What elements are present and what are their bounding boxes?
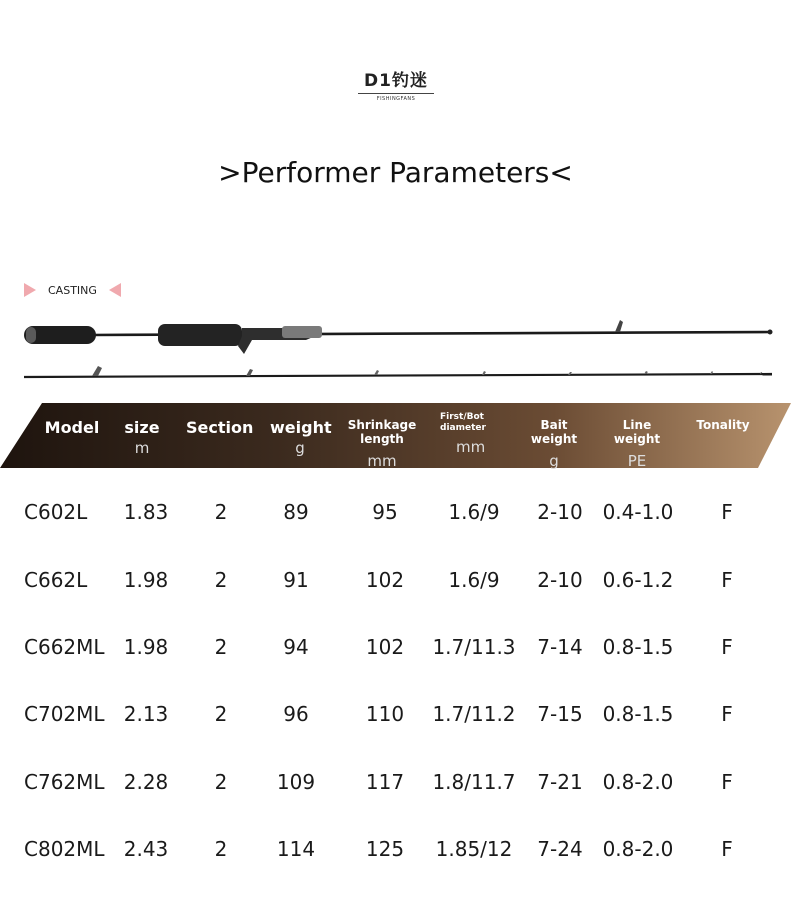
header-weight: weight g (270, 418, 332, 457)
header-size: size m (124, 418, 160, 457)
cell-model: C602L (24, 500, 88, 524)
brand-logo (352, 70, 440, 106)
cell-tonality: F (721, 702, 733, 726)
cell-line-weight: 0.8-2.0 (602, 837, 674, 861)
section-tag (24, 282, 121, 298)
cell-line-weight: 0.6-1.2 (602, 568, 674, 592)
cell-section: 2 (214, 500, 228, 524)
cell-weight: 96 (283, 702, 309, 726)
cell-weight: 89 (283, 500, 309, 524)
cell-line-weight: 0.8-2.0 (602, 770, 674, 794)
cell-tonality: F (721, 837, 733, 861)
cell-diameter: 1.6/9 (448, 568, 500, 592)
table-row (0, 837, 791, 877)
cell-line-weight: 0.8-1.5 (602, 635, 674, 659)
table-row (0, 568, 791, 608)
rod-guide (615, 320, 623, 332)
cell-tonality: F (721, 770, 733, 794)
cell-bait-weight: 7-14 (537, 635, 583, 659)
cell-section: 2 (214, 568, 228, 592)
cell-model: C762ML (24, 770, 105, 794)
cell-section: 2 (214, 837, 228, 861)
cell-model: C662ML (24, 635, 105, 659)
cell-shrinkage: 125 (365, 837, 405, 861)
cell-diameter: 1.6/9 (448, 500, 500, 524)
section-label: CASTING (48, 283, 97, 297)
cell-bait-weight: 2-10 (537, 500, 583, 524)
cell-model: C802ML (24, 837, 105, 861)
cell-section: 2 (214, 702, 228, 726)
cell-model: C702ML (24, 702, 105, 726)
cell-weight: 91 (283, 568, 309, 592)
cell-tonality: F (721, 568, 733, 592)
cell-size: 2.28 (123, 770, 169, 794)
cell-bait-weight: 7-24 (537, 837, 583, 861)
header-shrinkage: Shrinkage length mm (347, 418, 417, 470)
rod-guide (246, 369, 253, 376)
table-row (0, 770, 791, 810)
header-tonality: Tonality (696, 418, 750, 432)
cell-size: 2.13 (123, 702, 169, 726)
table-row (0, 635, 791, 675)
cell-shrinkage: 117 (365, 770, 405, 794)
cell-bait-weight: 2-10 (537, 568, 583, 592)
header-diameter: First/Bot diameter mm (440, 412, 486, 456)
cell-size: 2.43 (123, 837, 169, 861)
cell-bait-weight: 7-15 (537, 702, 583, 726)
table-row (0, 500, 791, 540)
cell-size: 1.98 (123, 635, 169, 659)
cell-diameter: 1.7/11.2 (432, 702, 516, 726)
rod-guide (92, 366, 102, 376)
rod-illustration (20, 316, 780, 388)
cell-weight: 114 (276, 837, 316, 861)
cell-line-weight: 0.8-1.5 (602, 702, 674, 726)
cell-size: 1.83 (123, 500, 169, 524)
cell-tonality: F (721, 635, 733, 659)
cell-bait-weight: 7-21 (537, 770, 583, 794)
cell-model: C662L (24, 568, 88, 592)
cell-tonality: F (721, 500, 733, 524)
cell-diameter: 1.85/12 (435, 837, 513, 861)
cell-shrinkage: 95 (372, 500, 398, 524)
brand-subtitle: FISHINGFANS (358, 93, 434, 103)
cell-section: 2 (214, 635, 228, 659)
cell-weight: 94 (283, 635, 309, 659)
rod-guide (374, 370, 379, 375)
page-title: >Performer Parameters< (218, 156, 573, 189)
cell-diameter: 1.8/11.7 (432, 770, 516, 794)
brand-mark: D1钓迷 (364, 71, 428, 91)
triangle-right-icon (24, 283, 36, 297)
header-section: Section (186, 418, 254, 437)
cell-size: 1.98 (123, 568, 169, 592)
header-bait-weight: Bait weight g (530, 418, 578, 470)
cell-section: 2 (214, 770, 228, 794)
table-row (0, 702, 791, 742)
cell-shrinkage: 102 (365, 635, 405, 659)
rod-fore-grip (158, 324, 242, 346)
cell-line-weight: 0.4-1.0 (602, 500, 674, 524)
cell-shrinkage: 110 (365, 702, 405, 726)
cell-shrinkage: 102 (365, 568, 405, 592)
header-line-weight: Line weight PE (613, 418, 661, 470)
header-model: Model (44, 418, 100, 437)
cell-weight: 109 (276, 770, 316, 794)
triangle-left-icon (109, 283, 121, 297)
cell-diameter: 1.7/11.3 (432, 635, 516, 659)
